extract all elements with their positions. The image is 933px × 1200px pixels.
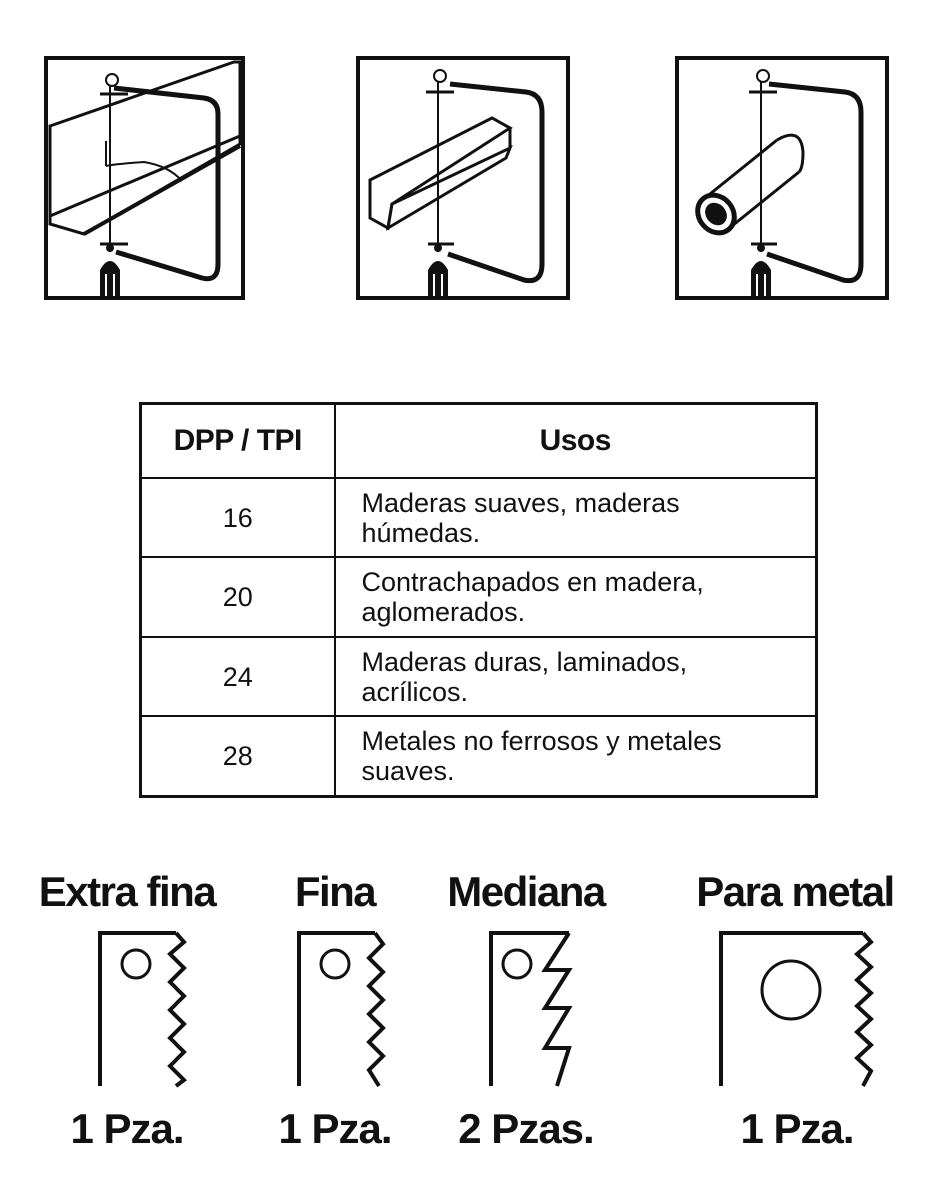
- coping-saw-angle-icon: [356, 56, 570, 300]
- uses-line: Maderas suaves, maderas: [361, 487, 680, 518]
- table-row: [141, 637, 817, 716]
- quantity-mediana: 2 Pzas.: [458, 1105, 594, 1152]
- tpi-cell: 16: [141, 478, 335, 557]
- coping-saw-wood-icon: [44, 56, 245, 300]
- blade-uses-table: [139, 402, 818, 798]
- table-row: [141, 716, 817, 796]
- metal-blade-icon: [717, 930, 877, 1090]
- uses-line: Maderas duras, laminados,: [361, 646, 688, 677]
- uses-line: Contrachapados en madera,: [361, 567, 704, 598]
- uses-line: Metales no ferrosos y metales: [361, 726, 722, 757]
- blade-type-para-metal: Para metal: [696, 868, 894, 915]
- tpi-cell: 20: [141, 557, 335, 636]
- fine-blade-icon: [295, 930, 389, 1090]
- quantity-fina: 1 Pza.: [278, 1105, 392, 1152]
- table-row: [141, 557, 817, 636]
- uses-cell: [335, 637, 817, 716]
- quantity-extra-fina: 1 Pza.: [70, 1105, 184, 1152]
- quantity-para-metal: 1 Pza.: [740, 1105, 854, 1152]
- header-uses: Usos: [335, 404, 817, 479]
- tpi-cell: 24: [141, 637, 335, 716]
- blade-type-extra-fina: Extra fina: [38, 868, 216, 915]
- uses-cell: [335, 557, 817, 636]
- uses-cell: [335, 716, 817, 796]
- blade-type-fina: Fina: [294, 868, 376, 915]
- uses-cell: [335, 478, 817, 557]
- table-row: [141, 478, 817, 557]
- uses-line: húmedas.: [361, 517, 481, 548]
- medium-blade-icon: [487, 930, 581, 1090]
- uses-line: suaves.: [361, 756, 455, 787]
- header-tpi: DPP / TPI: [141, 404, 335, 479]
- blade-type-mediana: Mediana: [447, 868, 605, 915]
- coping-saw-tube-icon: [675, 56, 889, 300]
- illustration-angle-profile: [356, 56, 570, 300]
- extra-fine-blade-icon: [96, 930, 190, 1090]
- illustration-wood-board: [44, 56, 245, 300]
- tpi-cell: 28: [141, 716, 335, 796]
- illustration-tube: [675, 56, 889, 300]
- uses-line: aglomerados.: [361, 597, 526, 628]
- uses-line: acrílicos.: [361, 676, 469, 707]
- table-header-row: [141, 404, 817, 479]
